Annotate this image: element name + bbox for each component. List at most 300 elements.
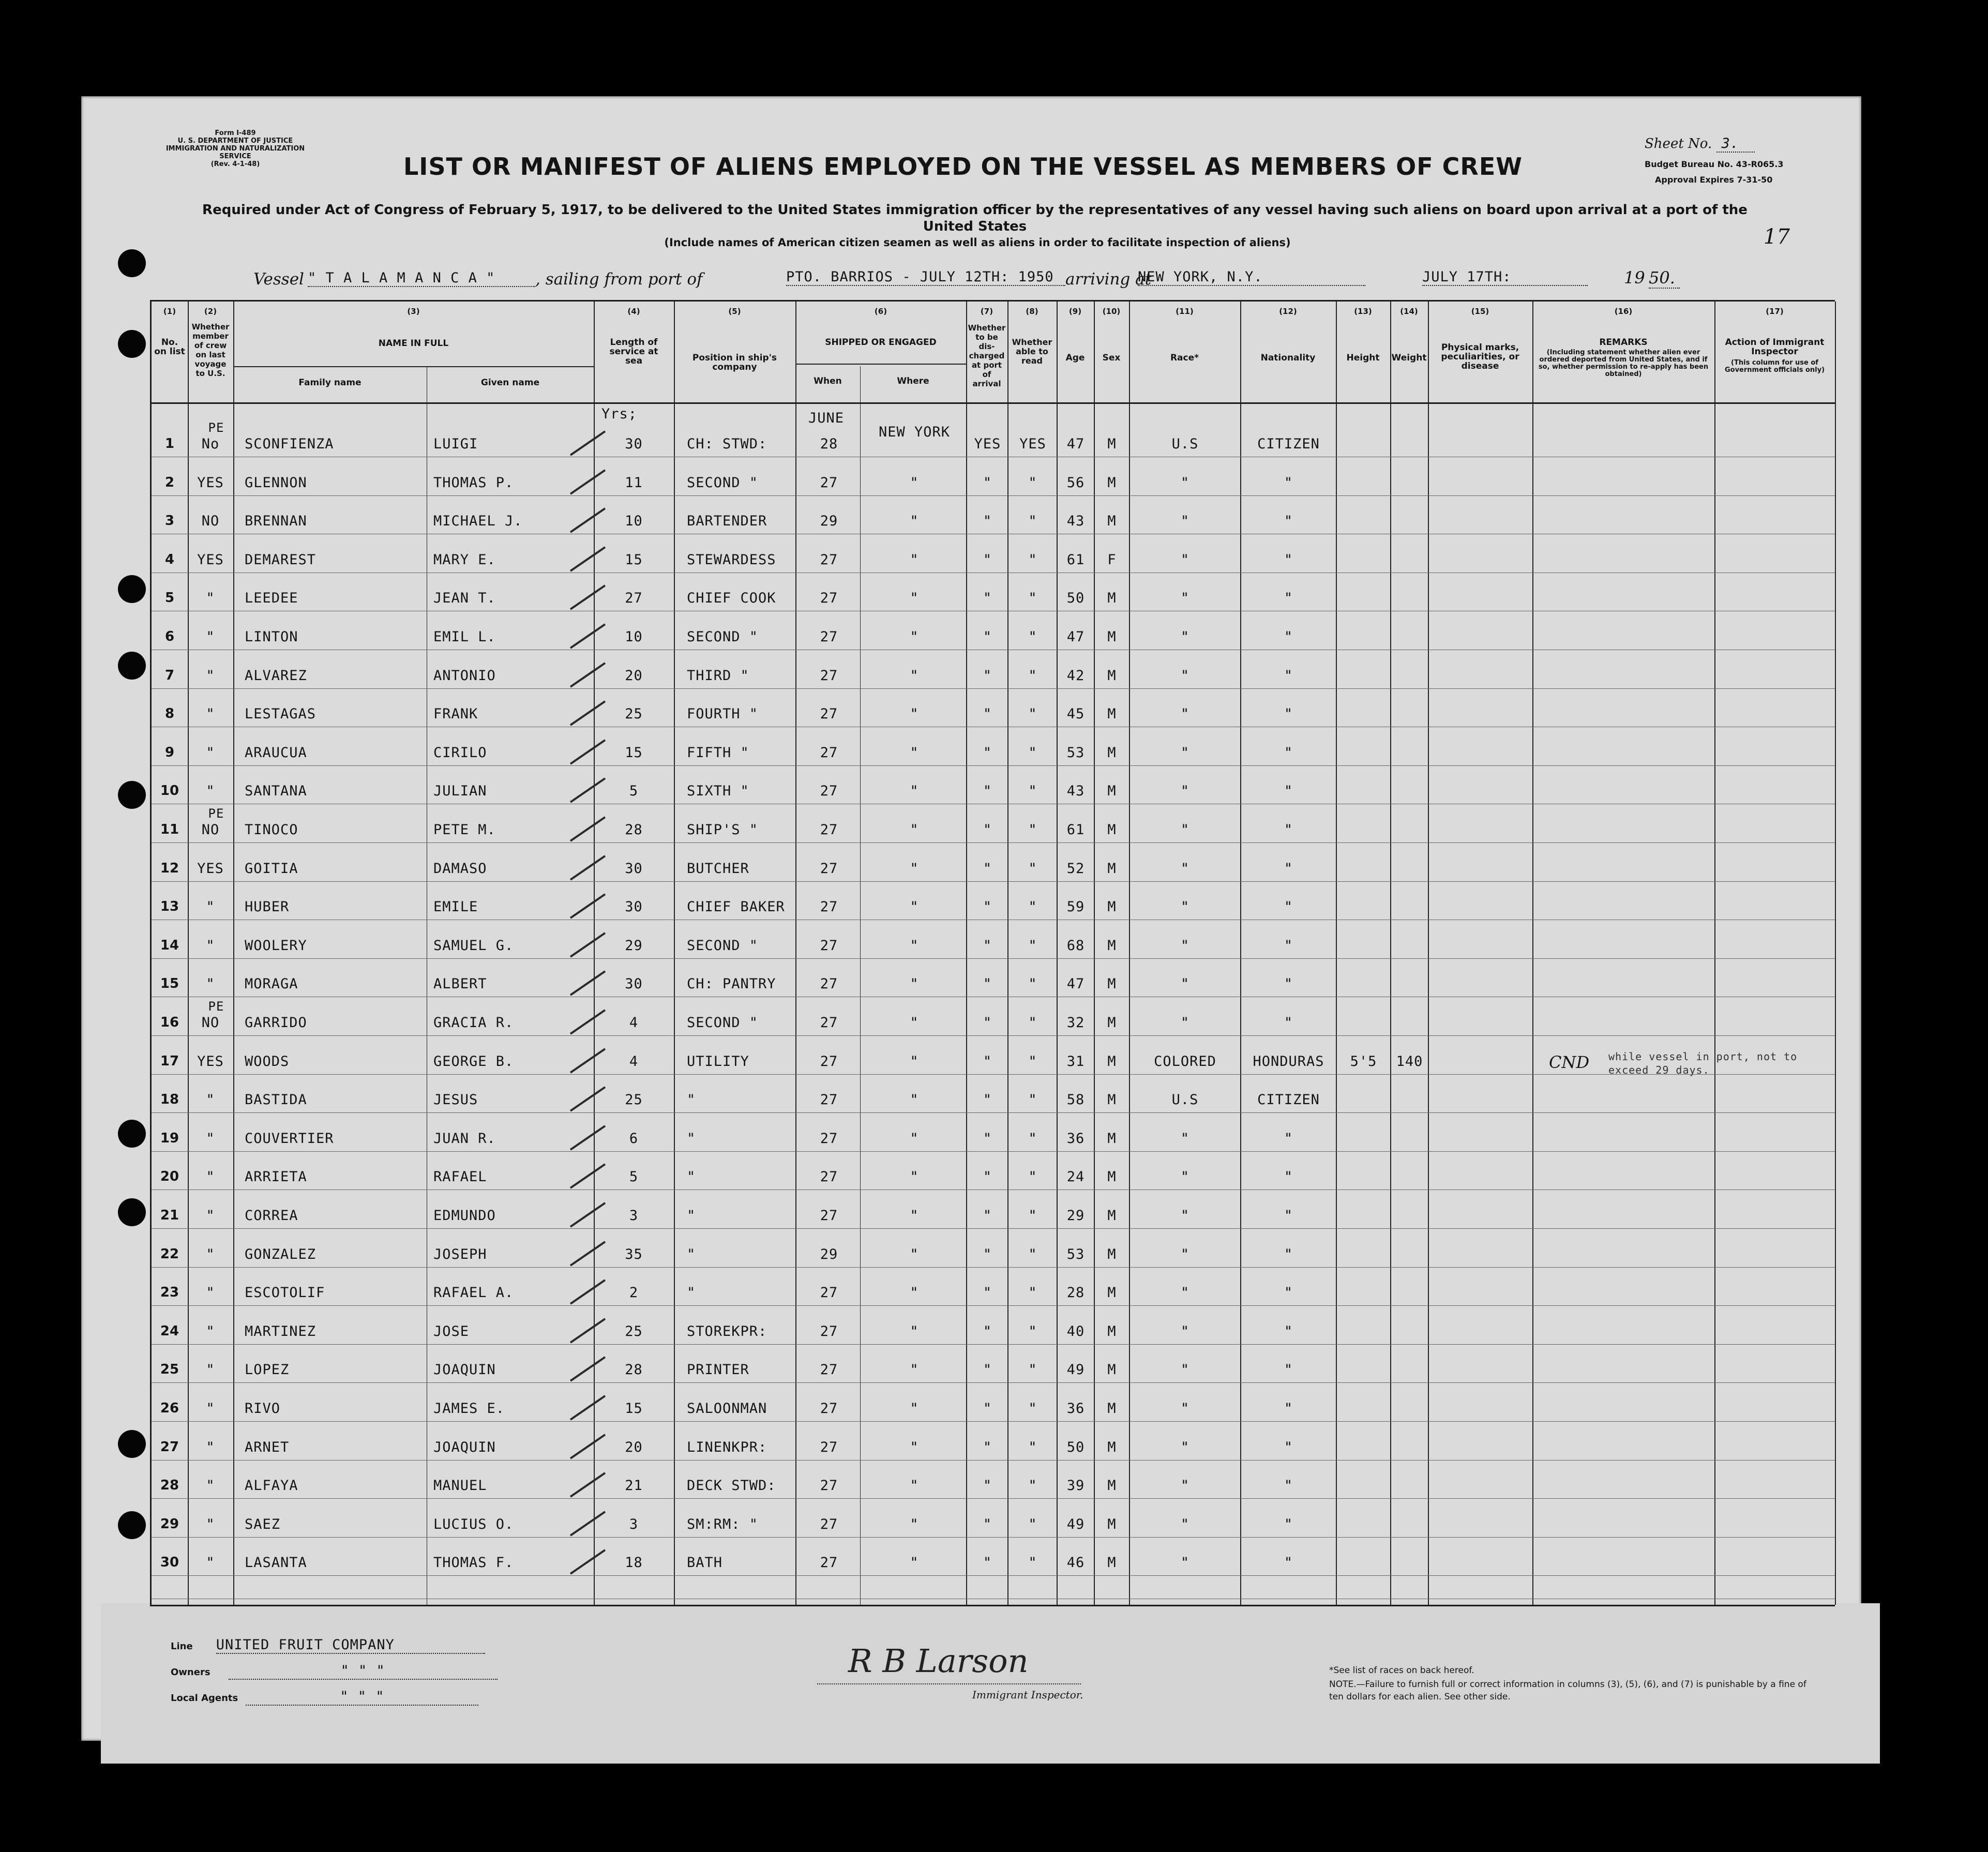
row-number: 3	[164, 513, 175, 529]
cell-pos: "	[687, 1169, 696, 1185]
cell-nat: "	[1284, 1439, 1293, 1455]
check-mark	[568, 891, 609, 922]
row-number: 4	[164, 551, 175, 567]
cell-read: "	[1028, 783, 1037, 800]
cell-sex: M	[1107, 860, 1117, 877]
cell-when: 29	[820, 1246, 838, 1262]
cell-sex: M	[1107, 1555, 1117, 1571]
cell-nat: "	[1284, 1362, 1293, 1378]
col-divider	[233, 302, 234, 1605]
cell-when: 27	[820, 1439, 838, 1455]
cell-read: "	[1028, 1323, 1037, 1339]
cell-family: BASTIDA	[245, 1092, 307, 1108]
cell-race: "	[1180, 899, 1190, 915]
cell-nat: "	[1284, 1478, 1293, 1494]
cell-age: 56	[1066, 474, 1085, 491]
cell-nat: "	[1284, 860, 1293, 877]
cell-read: YES	[1019, 436, 1046, 452]
cell-nat: "	[1284, 551, 1293, 568]
cell-race: "	[1180, 1323, 1190, 1339]
cell-where: "	[910, 1053, 919, 1070]
arriving-label: arriving at	[1065, 270, 1152, 289]
cell-dis: "	[983, 1362, 992, 1378]
cell-race: "	[1180, 706, 1190, 722]
cell-given: FRANK	[433, 706, 478, 722]
cell-crew: "	[206, 899, 215, 915]
cell-race: "	[1180, 1516, 1190, 1532]
cell-dis: "	[983, 1208, 992, 1224]
row-rule	[152, 1074, 1835, 1075]
cell-sex: M	[1107, 1516, 1117, 1532]
col-divider	[1835, 302, 1836, 1605]
cell-family: LEEDEE	[245, 590, 298, 607]
cell-read: "	[1028, 822, 1037, 838]
cell-yrs: 15	[625, 551, 643, 568]
cell-read: "	[1028, 1092, 1037, 1108]
col-num: (3)	[407, 307, 420, 316]
cell-pos: FOURTH "	[687, 706, 759, 722]
check-mark	[568, 1393, 609, 1424]
cell-age: 29	[1066, 1208, 1085, 1224]
cell-read: "	[1028, 1362, 1037, 1378]
header-discharged: Whether to be dis-charged at port of arrival	[968, 323, 1006, 388]
row-number: 16	[160, 1015, 179, 1030]
cell-pos: CH: STWD:	[687, 436, 767, 452]
cell-age: 36	[1066, 1401, 1085, 1417]
row-number: 10	[160, 783, 179, 799]
cell-where: "	[910, 1015, 919, 1031]
row-rule	[152, 1421, 1835, 1422]
row-number: 8	[164, 706, 175, 722]
cell-sex: M	[1107, 513, 1117, 530]
row-number: 13	[160, 899, 179, 915]
cell-yrs: 15	[625, 1401, 643, 1417]
cell-when: 27	[820, 1323, 838, 1339]
cell-crew: YES	[197, 1053, 224, 1070]
cell-where: "	[910, 629, 919, 645]
check-mark	[568, 582, 609, 613]
cell-family: LASANTA	[245, 1555, 307, 1571]
cell-dis: "	[983, 1285, 992, 1301]
cell-given: JOAQUIN	[433, 1362, 496, 1378]
cell-when: 27	[820, 1285, 838, 1301]
cell-when: 27	[820, 1092, 838, 1108]
cell-given: JOSE	[433, 1323, 470, 1339]
line-value: UNITED FRUIT COMPANY	[216, 1637, 485, 1654]
cell-family: HUBER	[245, 899, 290, 915]
cell-pos: FIFTH "	[687, 744, 749, 761]
cell-family: BRENNAN	[245, 513, 307, 530]
header-physical-marks: Physical marks, peculiarities, or disease	[1441, 342, 1519, 371]
row-number: 18	[160, 1092, 179, 1108]
cell-yrs: 4	[629, 1053, 639, 1070]
cell-pos: UTILITY	[687, 1053, 749, 1070]
cell-crew: "	[206, 706, 215, 722]
cell-where: "	[910, 1401, 919, 1417]
cell-where: "	[910, 1516, 919, 1532]
cell-nat: "	[1284, 1555, 1293, 1571]
row-rule	[152, 1151, 1835, 1152]
cell-pos: "	[687, 1130, 696, 1147]
cell-nat: "	[1284, 1246, 1293, 1262]
cell-read: "	[1028, 1555, 1037, 1571]
check-mark	[568, 505, 609, 536]
cell-nat: "	[1284, 513, 1293, 530]
cell-where: "	[910, 667, 919, 684]
cell-yrs: 25	[625, 1323, 643, 1339]
cell-nat: "	[1284, 976, 1293, 992]
check-mark	[568, 1316, 609, 1347]
sheet-number-value: 3.	[1716, 135, 1755, 153]
cell-yrs: 30	[625, 899, 643, 915]
cell-yrs: 30	[625, 860, 643, 877]
cell-pos: "	[687, 1092, 696, 1108]
cell-crew: "	[206, 629, 215, 645]
cell-read: "	[1028, 590, 1037, 607]
cell-race: "	[1180, 513, 1190, 530]
cell-family: ARNET	[245, 1439, 290, 1455]
cell-given: JEAN T.	[433, 590, 496, 607]
cell-dis: "	[983, 551, 992, 568]
cell-family: ALFAYA	[245, 1478, 298, 1494]
cell-given: THOMAS P.	[433, 474, 514, 491]
cell-nat: "	[1284, 744, 1293, 761]
col-num: (14)	[1400, 307, 1418, 316]
cell-pos: BARTENDER	[687, 513, 767, 530]
col-num: (1)	[163, 307, 176, 316]
cell-family: GONZALEZ	[245, 1246, 317, 1262]
col-divider	[795, 302, 796, 1605]
cell-where: "	[910, 976, 919, 992]
inspector-signature: R B Larson	[848, 1642, 1029, 1680]
cell-where: "	[910, 474, 919, 491]
cell-crew: "	[206, 1092, 215, 1108]
cell-when: 27	[820, 474, 838, 491]
cell-age: 28	[1066, 1285, 1085, 1301]
col-divider	[674, 302, 675, 1605]
footer-owners	[171, 1663, 498, 1680]
row-rule	[152, 842, 1835, 843]
header-able-to-read: Whether able to read	[1012, 337, 1052, 366]
check-mark	[568, 621, 609, 652]
cell-pos: "	[687, 1246, 696, 1262]
binder-hole	[118, 1511, 146, 1539]
header-given-name: Given name	[480, 378, 540, 388]
row-rule	[152, 1112, 1835, 1113]
cell-yrs: 10	[625, 629, 643, 645]
col-divider	[188, 302, 189, 1605]
cell-age: 68	[1066, 937, 1085, 954]
cell-given: DAMASO	[433, 860, 487, 877]
header-inspector-note: (This column for use of Government officials only)	[1724, 359, 1825, 374]
cell-age: 61	[1066, 822, 1085, 838]
cell-given: EMIL L.	[433, 629, 496, 645]
cell-age: 61	[1066, 551, 1085, 568]
year-prefix: 19	[1624, 268, 1645, 288]
cell-nat: "	[1284, 667, 1293, 684]
col-divider	[966, 302, 967, 1605]
cell-race: "	[1180, 590, 1190, 607]
row-number: 1	[164, 436, 175, 451]
row-number: 30	[160, 1555, 179, 1571]
cell-age: 58	[1066, 1092, 1085, 1108]
cell-when: 27	[820, 1053, 838, 1070]
row-number: 28	[160, 1478, 179, 1494]
cell-race: "	[1180, 783, 1190, 800]
cell-read: "	[1028, 629, 1037, 645]
cell-age: 46	[1066, 1555, 1085, 1571]
cell-nat: "	[1284, 1169, 1293, 1185]
cell-family: SCONFIENZA	[245, 436, 334, 452]
cell-race: "	[1180, 1285, 1190, 1301]
cell-dis: "	[983, 629, 992, 645]
cell-race: "	[1180, 860, 1190, 877]
inspector-line	[817, 1683, 1081, 1684]
row-rule	[152, 1498, 1835, 1499]
cell-height: 5'5	[1350, 1053, 1377, 1070]
cell-crew: "	[206, 783, 215, 800]
cell-yrs: 18	[625, 1555, 643, 1571]
binder-hole	[118, 1120, 146, 1148]
cell-when: 27	[820, 1478, 838, 1494]
cell-where: "	[910, 1169, 919, 1185]
cell-age: 47	[1066, 976, 1085, 992]
cell-when: 27	[820, 822, 838, 838]
agents-label: Local Agents	[171, 1693, 238, 1704]
cell-dis: "	[983, 1478, 992, 1494]
cell-race: "	[1180, 1478, 1190, 1494]
cell-crew: "	[206, 1516, 215, 1532]
cell-family: CORREA	[245, 1208, 298, 1224]
cell-crew: "	[206, 1208, 215, 1224]
cell-given: JESUS	[433, 1092, 478, 1108]
cell-age: 40	[1066, 1323, 1085, 1339]
col-divider	[1007, 302, 1008, 1605]
cell-dis: "	[983, 744, 992, 761]
cell-when: 27	[820, 551, 838, 568]
row-rule	[152, 881, 1835, 882]
cell-race: "	[1180, 744, 1190, 761]
cell-family: ARAUCUA	[245, 744, 307, 761]
cell-where: "	[910, 1130, 919, 1147]
cell-given: ALBERT	[433, 976, 487, 992]
cell-sex: M	[1107, 1015, 1117, 1031]
races-note: *See list of races on back hereof.	[1329, 1665, 1474, 1676]
cell-sex: M	[1107, 899, 1117, 915]
row-rule	[152, 958, 1835, 959]
cell-given: EMILE	[433, 899, 478, 915]
cell-given: RAFAEL A.	[433, 1285, 514, 1301]
cell-yrs: 21	[625, 1478, 643, 1494]
cell-where: "	[910, 783, 919, 800]
stamp-number: 17	[1764, 225, 1790, 249]
cell-nat: "	[1284, 899, 1293, 915]
cell-when: 27	[820, 706, 838, 722]
cell-sex: M	[1107, 1323, 1117, 1339]
cell-where: "	[910, 1092, 919, 1108]
cell-sex: M	[1107, 1246, 1117, 1262]
col-num: (4)	[627, 307, 640, 316]
cell-sex: M	[1107, 1478, 1117, 1494]
footer-line	[171, 1637, 485, 1654]
check-mark	[568, 737, 609, 768]
cell-when: 27	[820, 1169, 838, 1185]
header-weight: Weight	[1391, 353, 1427, 363]
cell-crew: No	[201, 436, 220, 452]
row-number: 24	[160, 1323, 179, 1339]
cell-family: LOPEZ	[245, 1362, 290, 1378]
cell-pos: LINENKPR:	[687, 1439, 767, 1455]
check-mark	[568, 1084, 609, 1115]
cell-sex: M	[1107, 629, 1117, 645]
check-mark	[568, 660, 609, 691]
cell-given: THOMAS F.	[433, 1555, 514, 1571]
cell-age: 50	[1066, 590, 1085, 607]
header-no-on-list: No. on list	[154, 337, 185, 357]
cell-yrs: 6	[629, 1130, 639, 1147]
cell-sex: M	[1107, 474, 1117, 491]
cell-crew: NO	[201, 1015, 220, 1031]
cell-family: GOITIA	[245, 860, 298, 877]
cell-family: LESTAGAS	[245, 706, 317, 722]
cell-where: "	[910, 1439, 919, 1455]
cell-age: 39	[1066, 1478, 1085, 1494]
check-mark	[568, 1161, 609, 1192]
cell-sex: M	[1107, 937, 1117, 954]
cell-race: U.S	[1171, 436, 1199, 452]
cell-race: COLORED	[1154, 1053, 1216, 1070]
cell-crew: "	[206, 744, 215, 761]
header-height: Height	[1346, 353, 1380, 363]
header-remarks-note: (Including statement whether alien ever ordered deported from United States, and if so, whether permission to re-apply has been obtained)	[1538, 349, 1709, 378]
row-rule	[152, 688, 1835, 689]
cell-given: EDMUNDO	[433, 1208, 496, 1224]
cell-family: MORAGA	[245, 976, 298, 992]
cell-read: "	[1028, 1478, 1037, 1494]
check-mark	[568, 1432, 609, 1463]
cell-crew: "	[206, 1362, 215, 1378]
row-number: 27	[160, 1439, 179, 1455]
row-rule	[152, 1267, 1835, 1268]
cell-when: 27	[820, 590, 838, 607]
cell-yrs: 25	[625, 1092, 643, 1108]
revision: (Rev. 4-1-48)	[210, 160, 260, 168]
cell-sex: M	[1107, 1285, 1117, 1301]
sailing-label: , sailing from port of	[535, 270, 703, 289]
cell-race: "	[1180, 1401, 1190, 1417]
cell-sex: M	[1107, 744, 1117, 761]
penalty-note: NOTE.—Failure to furnish full or correct information in columns (3), (5), (6), and (7) is punishable by a fine of ten dollars for each alien. See other side.	[1329, 1679, 1806, 1702]
header-rule	[795, 364, 966, 365]
check-mark	[568, 1277, 609, 1308]
row-number: 5	[164, 590, 175, 606]
cell-given: JOSEPH	[433, 1246, 487, 1262]
cell-when: 27	[820, 629, 838, 645]
check-mark	[568, 1200, 609, 1231]
cell-given: MANUEL	[433, 1478, 487, 1494]
col-num: (10)	[1102, 307, 1121, 316]
cell-family: RIVO	[245, 1401, 281, 1417]
cell-crew: "	[206, 976, 215, 992]
form-number: Form I-489	[215, 129, 256, 137]
agents-value: " " "	[246, 1689, 478, 1706]
cell-family: WOODS	[245, 1053, 290, 1070]
cell-nat: HONDURAS	[1253, 1053, 1324, 1070]
page-title: LIST OR MANIFEST OF ALIENS EMPLOYED ON THE VESSEL AS MEMBERS OF CREW	[403, 153, 1523, 180]
cell-dis: "	[983, 706, 992, 722]
cell-family: ALVAREZ	[245, 667, 307, 684]
cell-when: 29	[820, 513, 838, 530]
sheet-label: Sheet No.	[1645, 136, 1712, 152]
row-number: 6	[164, 629, 175, 644]
voyage-line	[253, 268, 1753, 293]
cell-nat: CITIZEN	[1257, 436, 1320, 452]
cell-read: "	[1028, 1053, 1037, 1070]
cell-nat: "	[1284, 1516, 1293, 1532]
cell-dis: "	[983, 474, 992, 491]
cell-dis: "	[983, 1130, 992, 1147]
cell-sex: M	[1107, 1362, 1117, 1378]
row-number: 11	[160, 822, 179, 837]
cell-when: 27	[820, 1130, 838, 1147]
cell-sex: M	[1107, 1169, 1117, 1185]
cell-sex: M	[1107, 783, 1117, 800]
check-mark	[568, 775, 609, 806]
cell-dis: "	[983, 1555, 992, 1571]
cell-yrs: 11	[625, 474, 643, 491]
cell-read: "	[1028, 1285, 1037, 1301]
check-mark	[568, 467, 609, 498]
col-divider	[1336, 302, 1337, 1605]
cell-given: MARY E.	[433, 551, 496, 568]
cell-race: "	[1180, 1015, 1190, 1031]
cell-race: "	[1180, 667, 1190, 684]
row-number: 17	[160, 1053, 179, 1069]
col-num: (13)	[1354, 307, 1372, 316]
cell-race: "	[1180, 629, 1190, 645]
check-mark	[568, 1123, 609, 1154]
check-mark	[568, 968, 609, 999]
cell-sex: M	[1107, 1053, 1117, 1070]
cell-family: LINTON	[245, 629, 298, 645]
cell-pos: SECOND "	[687, 629, 759, 645]
cell-where: "	[910, 1208, 919, 1224]
header-rule	[152, 402, 1835, 404]
cell-dis: "	[983, 1439, 992, 1455]
header-rule	[233, 366, 594, 367]
cell-yrs: 4	[629, 1015, 639, 1031]
cell-read: "	[1028, 551, 1037, 568]
row-rule	[152, 765, 1835, 766]
cell-nat: "	[1284, 1015, 1293, 1031]
cell-age: 42	[1066, 667, 1085, 684]
cell-crew: "	[206, 667, 215, 684]
cell-where: "	[910, 1323, 919, 1339]
cell-dis: "	[983, 513, 992, 530]
header-position: Position in ship's company	[692, 353, 777, 372]
cell-crew: "	[206, 1555, 215, 1571]
cell-pos: SECOND "	[687, 1015, 759, 1031]
cell-crew: "	[206, 1246, 215, 1262]
cell-given: LUIGI	[433, 436, 478, 452]
cell-read: "	[1028, 744, 1037, 761]
cell-yrs: 3	[629, 1208, 639, 1224]
col-num: (12)	[1279, 307, 1297, 316]
check-mark	[568, 544, 609, 575]
cell-dis: "	[983, 590, 992, 607]
check-mark	[568, 428, 609, 459]
row-number: 22	[160, 1246, 179, 1262]
